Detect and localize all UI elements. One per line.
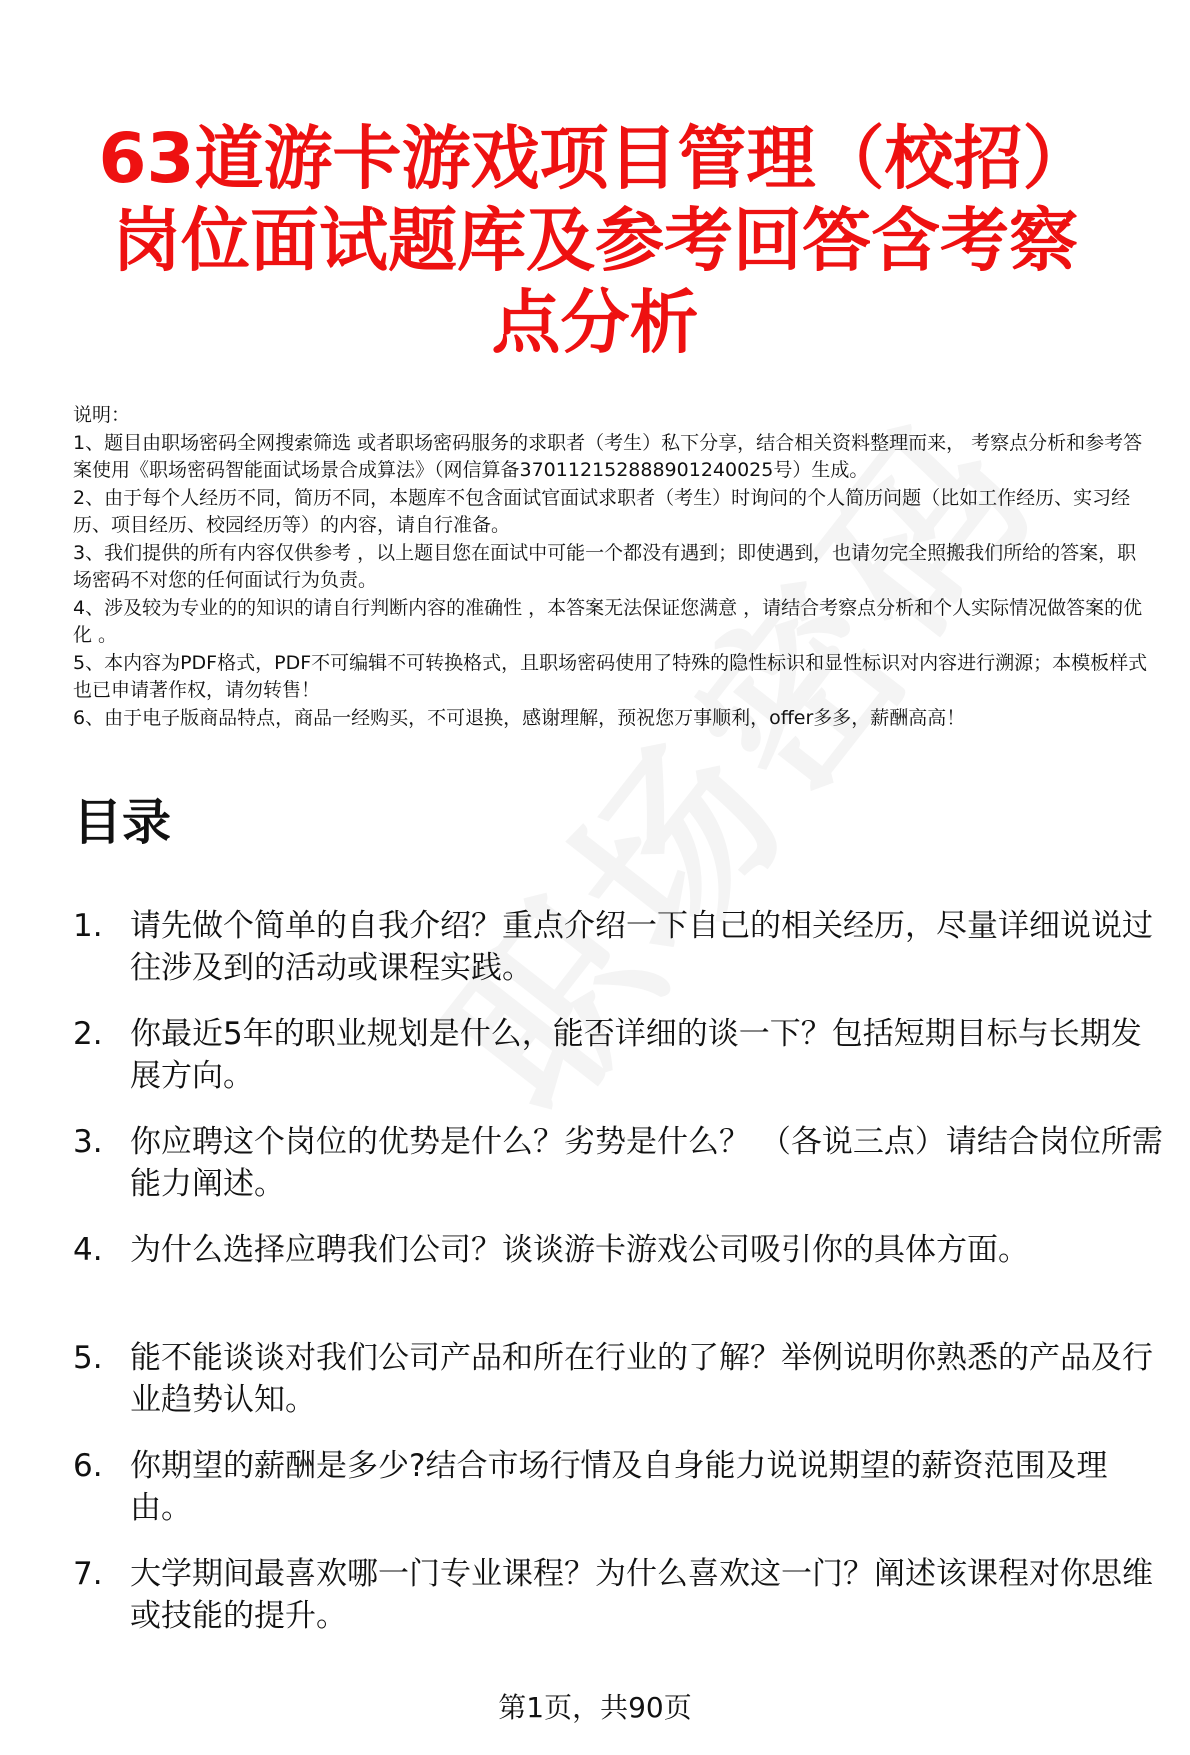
toc-item-text: 请先做个简单的自我介绍？重点介绍一下自己的相关经历，尽量详细说说过往涉及到的活动或课程实践。 bbox=[130, 908, 1153, 986]
toc-item[interactable] bbox=[73, 905, 1168, 989]
note-item: 4、涉及较为专业的的知识的请自行判断内容的准确性 ，本答案无法保证您满意 ，请结合考察点分析和个人实际情况做答案的优化 。 bbox=[73, 596, 1143, 646]
page-footer: 第1页，共90页 bbox=[498, 1691, 692, 1724]
toc-item-text: 能不能谈谈对我们公司产品和所在行业的了解？举例说明你熟悉的产品及行业趋势认知。 bbox=[130, 1340, 1153, 1418]
toc-item-text: 你期望的薪酬是多少?结合市场行情及自身能力说说期望的薪资范围及理由。 bbox=[130, 1448, 1108, 1526]
toc-item[interactable] bbox=[73, 1121, 1168, 1205]
note-item: 2、由于每个人经历不同，简历不同，本题库不包含面试官面试求职者（考生）时询问的个人简历问题（比如工作经历、实习经历、项目经历、校园经历等）的内容，请自行准备。 bbox=[73, 486, 1131, 536]
note-item: 5、本内容为PDF格式，PDF不可编辑不可转换格式，且职场密码使用了特殊的隐性标识和显性标识对内容进行溯源；本模板样式也已申请著作权，请勿转售！ bbox=[73, 651, 1148, 701]
toc-item[interactable] bbox=[73, 1013, 1168, 1097]
toc-item[interactable] bbox=[73, 1229, 1168, 1313]
toc-item-text: 大学期间最喜欢哪一门专业课程？为什么喜欢这一门？阐述该课程对你思维或技能的提升。 bbox=[130, 1556, 1153, 1634]
note-item: 3、我们提供的所有内容仅供参考 ，以上题目您在面试中可能一个都没有遇到；即使遇到，也请勿完全照搬我们所给的答案，职场密码不对您的任何面试行为负责。 bbox=[73, 541, 1137, 591]
toc-item-number: 4. bbox=[73, 1232, 103, 1268]
notes-section bbox=[73, 402, 1155, 732]
toc-item[interactable] bbox=[73, 1553, 1168, 1637]
toc-item-number: 3. bbox=[73, 1124, 103, 1160]
toc-item-number: 7. bbox=[73, 1556, 103, 1592]
toc-item-text: 你应聘这个岗位的优势是什么？劣势是什么？ （各说三点）请结合岗位所需能力阐述。 bbox=[130, 1124, 1163, 1202]
notes-heading: 说明： bbox=[73, 404, 131, 426]
toc-item[interactable] bbox=[73, 1337, 1168, 1421]
document-title: 63道游卡游戏项目管理（校招）岗位面试题库及参考回答含考察点分析 bbox=[98, 119, 1092, 363]
toc-list bbox=[73, 905, 1168, 1661]
toc-item-text: 你最近5年的职业规划是什么，能否详细的谈一下？包括短期目标与长期发展方向。 bbox=[130, 1016, 1142, 1094]
toc-item[interactable] bbox=[73, 1445, 1168, 1529]
toc-item-number: 5. bbox=[73, 1340, 103, 1376]
note-item: 1、题目由职场密码全网搜索筛选 或者职场密码服务的求职者（考生）私下分享，结合相关资料整理而来， 考察点分析和参考答案使用《职场密码智能面试场景合成算法》（网信算备370112152888901240025号）生成。 bbox=[73, 431, 1143, 481]
toc-item-number: 6. bbox=[73, 1448, 103, 1484]
toc-heading: 目录 bbox=[73, 794, 172, 851]
note-item: 6、由于电子版商品特点，商品一经购买，不可退换，感谢理解，预祝您万事顺利，offer多多，薪酬高高！ bbox=[73, 706, 966, 729]
toc-item-number: 1. bbox=[73, 908, 103, 944]
toc-item-text: 为什么选择应聘我们公司？谈谈游卡游戏公司吸引你的具体方面。 bbox=[130, 1232, 1029, 1268]
toc-item-number: 2. bbox=[73, 1016, 103, 1052]
